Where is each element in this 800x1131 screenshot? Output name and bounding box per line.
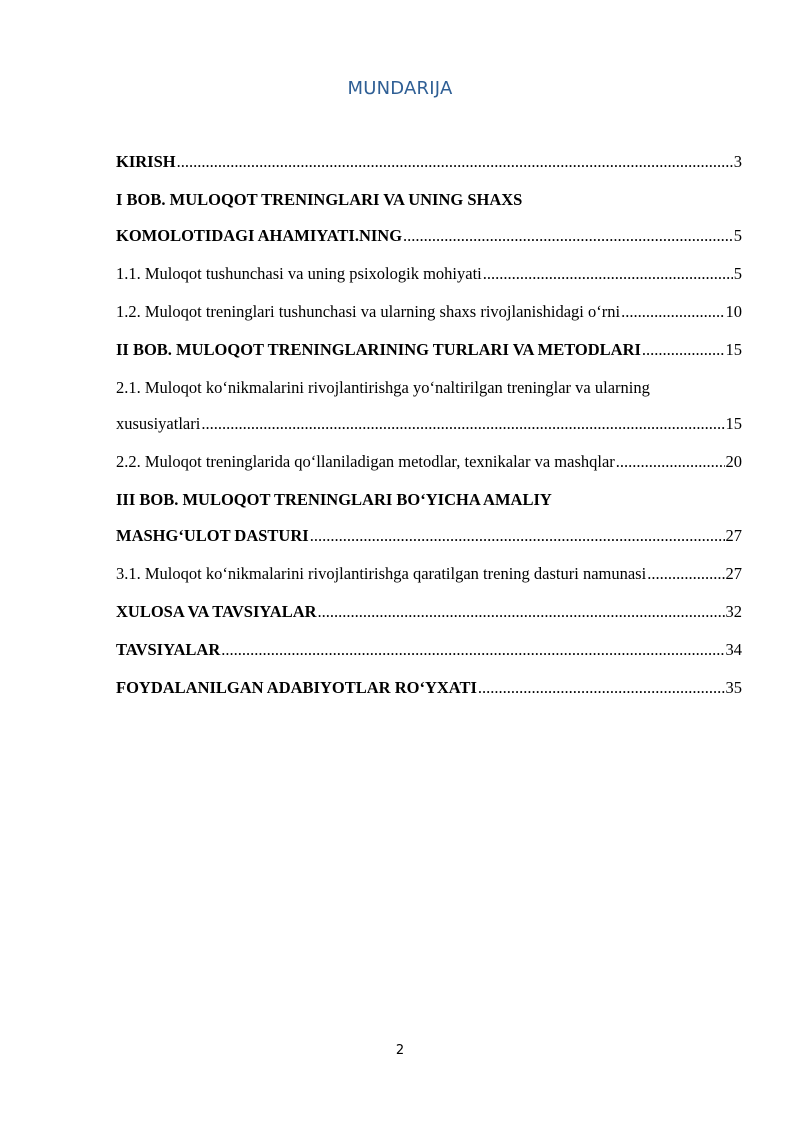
toc-page-number: 35 <box>725 678 742 697</box>
table-of-contents <box>116 148 742 702</box>
toc-entry-3-1[interactable] <box>116 560 742 588</box>
toc-entry-kirish[interactable] <box>116 148 742 176</box>
toc-entry-text: II BOB. MULOQOT TRENINGLARINING TURLARI VA METODLARI <box>116 340 641 359</box>
toc-page-number: 5 <box>733 264 742 283</box>
toc-title: MUNDARIJA <box>347 78 453 99</box>
toc-entry-2-1[interactable] <box>116 374 742 438</box>
toc-entry-2-2[interactable] <box>116 448 742 476</box>
toc-entry-chapter-2[interactable] <box>116 336 742 364</box>
toc-entry-text: MASHG‘ULOT DASTURI <box>116 526 309 545</box>
toc-page-number: 5 <box>733 226 742 245</box>
toc-leader-dots <box>621 298 724 326</box>
toc-leader-dots <box>177 148 733 176</box>
toc-entry-text: xususiyatlari <box>116 414 201 433</box>
toc-leader-dots <box>201 410 724 438</box>
toc-page-number: 15 <box>725 340 742 359</box>
toc-entry-text: 2.2. Muloqot treninglarida qo‘llaniladigan metodlar, texnikalar va mashqlar <box>116 452 615 471</box>
toc-page-number: 20 <box>725 452 742 471</box>
toc-entry-text: 3.1. Muloqot ko‘nikmalarini rivojlantirishga qaratilgan trening dasturi namunasi <box>116 564 647 583</box>
toc-leader-dots <box>483 260 733 288</box>
toc-entry-text: XULOSA VA TAVSIYALAR <box>116 602 317 621</box>
toc-leader-dots <box>478 674 725 702</box>
page-number: 2 <box>395 1043 405 1058</box>
toc-entry-text: FOYDALANILGAN ADABIYOTLAR RO‘YXATI <box>116 678 477 697</box>
toc-entry-text: KOMOLOTIDAGI AHAMIYATI.NING <box>116 226 403 245</box>
toc-page-number: 34 <box>725 640 742 659</box>
toc-leader-dots <box>318 598 725 626</box>
toc-page-number: 3 <box>733 152 742 171</box>
toc-page-number: 32 <box>725 602 742 621</box>
toc-entry-text: TAVSIYALAR <box>116 640 221 659</box>
toc-entry-text: III BOB. MULOQOT TRENINGLARI BO‘YICHA AMALIY <box>116 490 552 509</box>
toc-entry-xulosa[interactable] <box>116 598 742 626</box>
toc-entry-text: KIRISH <box>116 152 176 171</box>
toc-page-number: 15 <box>725 414 742 433</box>
toc-leader-dots <box>310 522 725 550</box>
toc-leader-dots <box>221 636 724 664</box>
toc-entry-1-2[interactable] <box>116 298 742 326</box>
toc-entry-text: 1.2. Muloqot treninglari tushunchasi va ularning shaxs rivojlanishidagi o‘rni <box>116 302 621 321</box>
toc-page-number: 10 <box>725 302 742 321</box>
toc-entry-chapter-3[interactable] <box>116 486 742 550</box>
toc-entry-adabiyotlar[interactable] <box>116 674 742 702</box>
toc-leader-dots <box>616 448 725 476</box>
toc-page-number: 27 <box>725 564 742 583</box>
toc-entry-text: I BOB. MULOQOT TRENINGLARI VA UNING SHAXS <box>116 190 523 209</box>
toc-entry-text: 2.1. Muloqot ko‘nikmalarini rivojlantirishga yo‘naltirilgan treninglar va ularning <box>116 378 650 397</box>
toc-leader-dots <box>642 336 725 364</box>
toc-entry-text: 1.1. Muloqot tushunchasi va uning psixologik mohiyati <box>116 264 482 283</box>
toc-page-number: 27 <box>725 526 742 545</box>
toc-leader-dots <box>647 560 724 588</box>
toc-entry-1-1[interactable] <box>116 260 742 288</box>
toc-leader-dots <box>403 222 733 250</box>
toc-entry-tavsiyalar[interactable] <box>116 636 742 664</box>
toc-entry-chapter-1[interactable] <box>116 186 742 250</box>
